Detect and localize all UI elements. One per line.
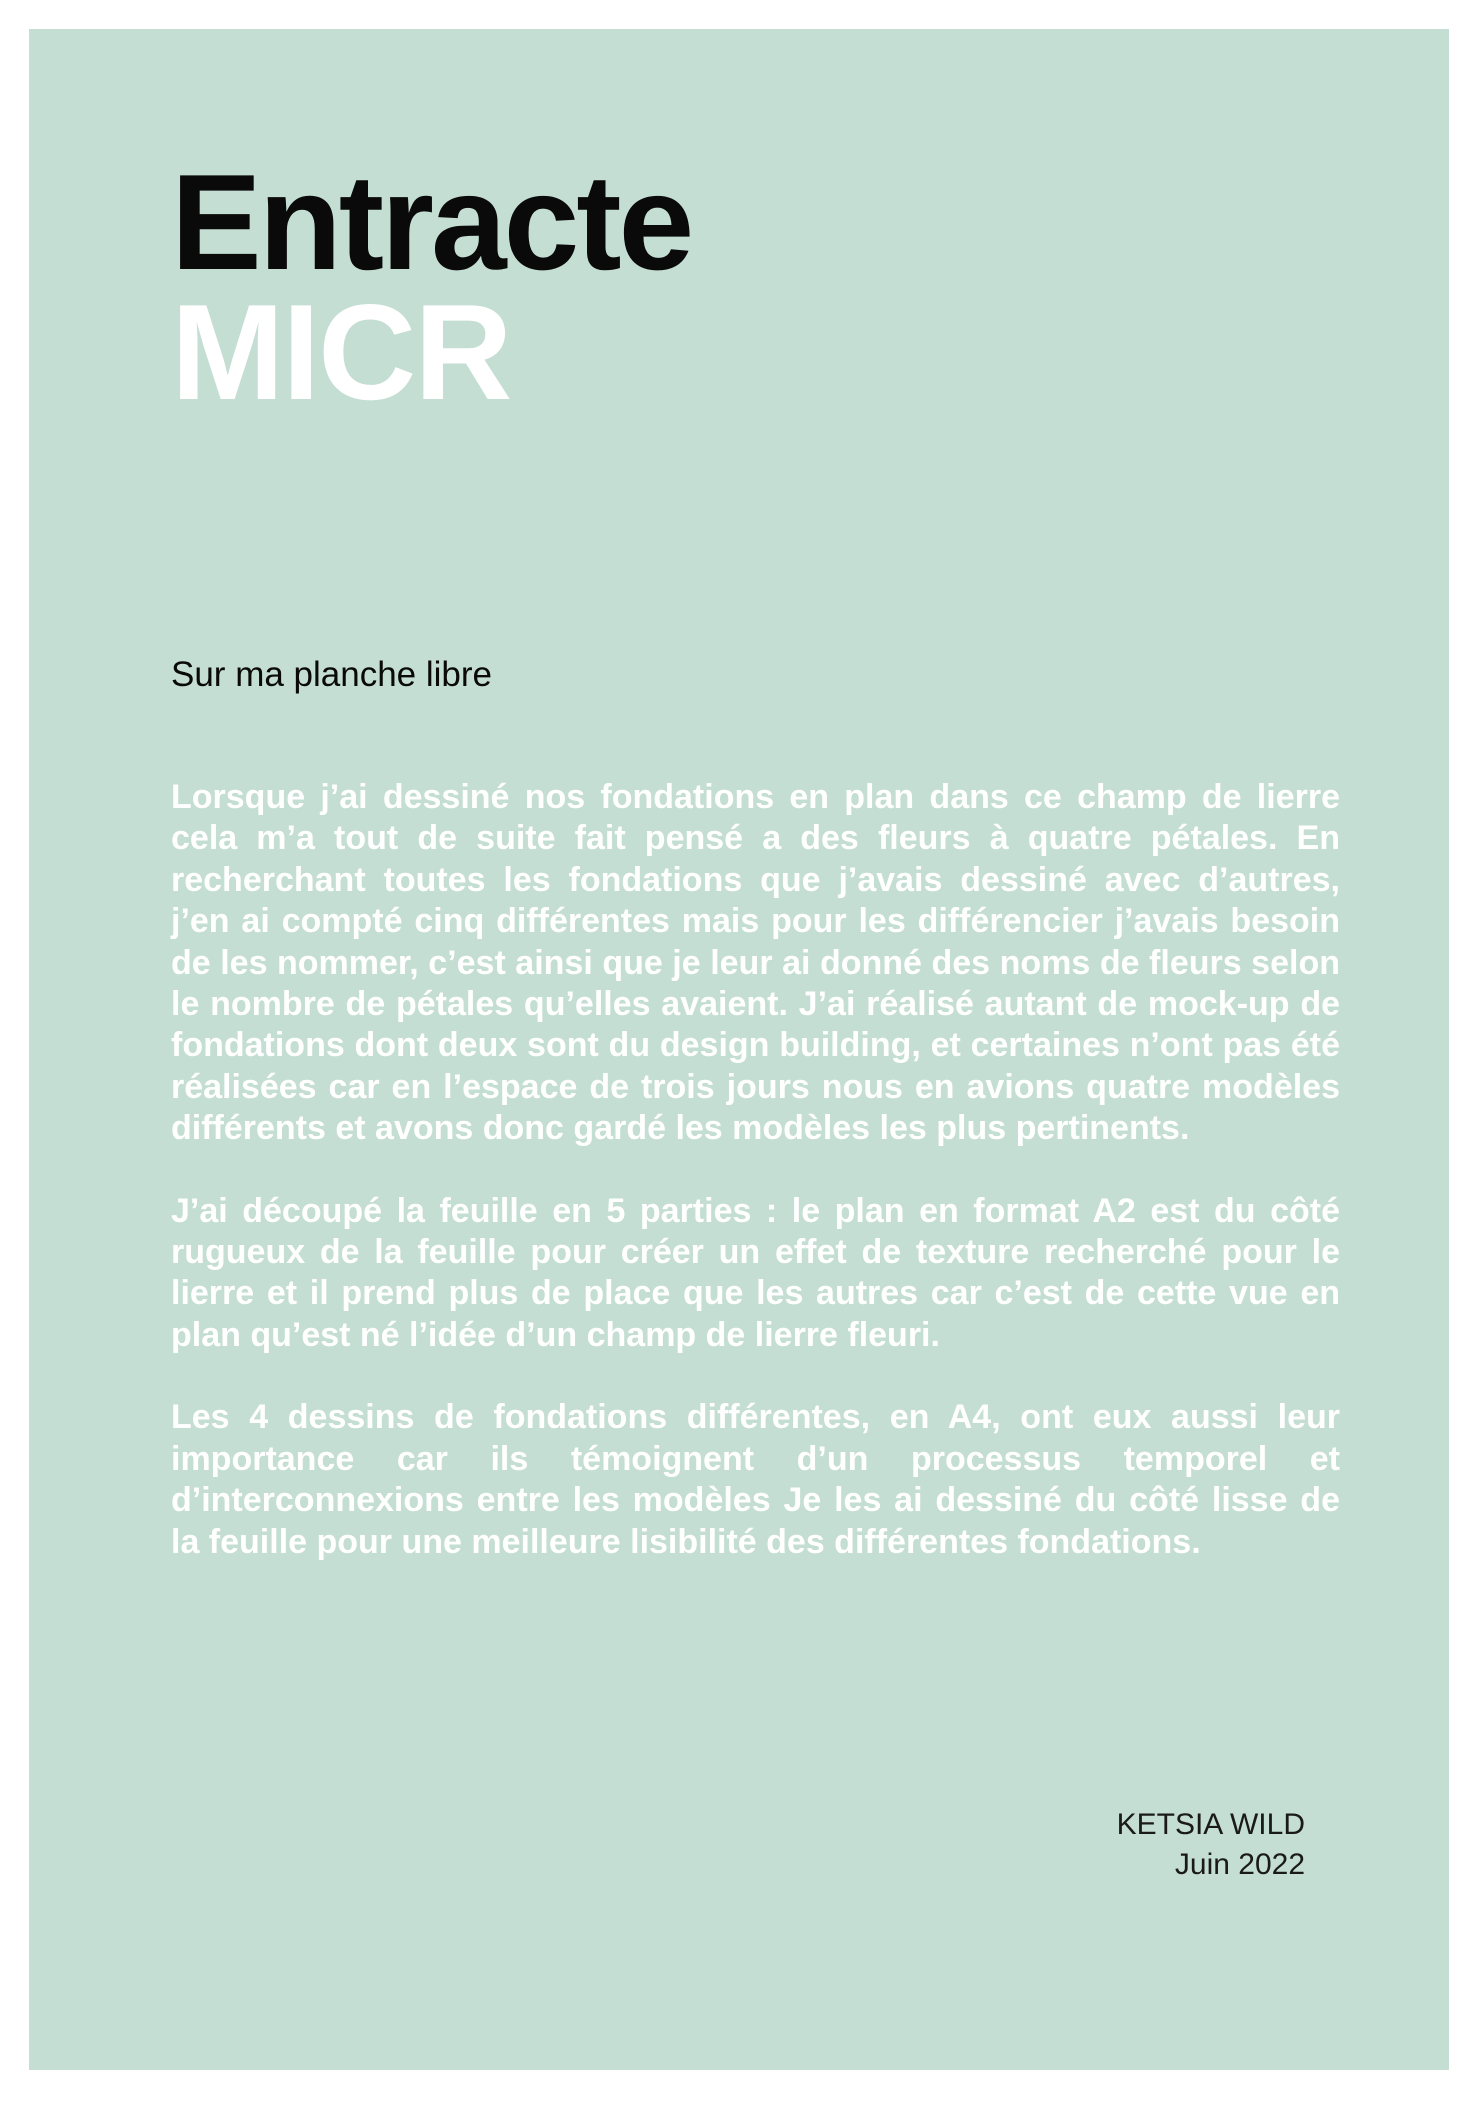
- page-sheet: [29, 29, 1449, 2070]
- paragraph-1: Lorsque j’ai dessiné nos fondations en plan dans ce champ de lierre cela m’a tout de suite fait pensé a des fleurs à quatre pétales. En recherchant toutes les fondations que j’avais dessiné avec d’autres, j’en ai compté cinq différentes mais pour les différencier j’avais besoin de les nommer, c’est ainsi que je leur ai donné des noms de fleurs selon le nombre de pétales qu’elles avaient. J’ai réalisé autant de mock-up de fondations dont deux sont du design building, et certaines n’ont pas été réalisées car en l’espace de trois jours nous en avions quatre modèles différents et avons donc gardé les modèles les plus pertinents.: [171, 778, 1340, 1148]
- section-heading: Sur ma planche libre: [171, 655, 492, 694]
- author-name: KETSIA WILD: [1116, 1808, 1305, 1841]
- title-block: [171, 146, 692, 428]
- paragraph-3: Les 4 dessins de fondations différentes, en A4, ont eux aussi leur importance car ils témoignent d’un processus temporel et d’interconnexions entre les modèles Je les ai dessiné du côté lisse de la feuille pour une meilleure lisibilité des différentes fondations.: [171, 1398, 1340, 1561]
- page-subtitle-title: MICR: [171, 276, 511, 428]
- date-label: Juin 2022: [1174, 1848, 1305, 1881]
- page-title: Entracte: [171, 146, 692, 298]
- paragraph-2: J’ai découpé la feuille en 5 parties : le plan en format A2 est du côté rugueux de la feuille pour créer un effet de texture recherché pour le lierre et il prend plus de place que les autres car c’est de cette vue en plan qu’est né l’idée d’un champ de lierre fleuri.: [171, 1191, 1340, 1354]
- body-text: [171, 777, 1340, 1604]
- signature-block: [1117, 1805, 1305, 1885]
